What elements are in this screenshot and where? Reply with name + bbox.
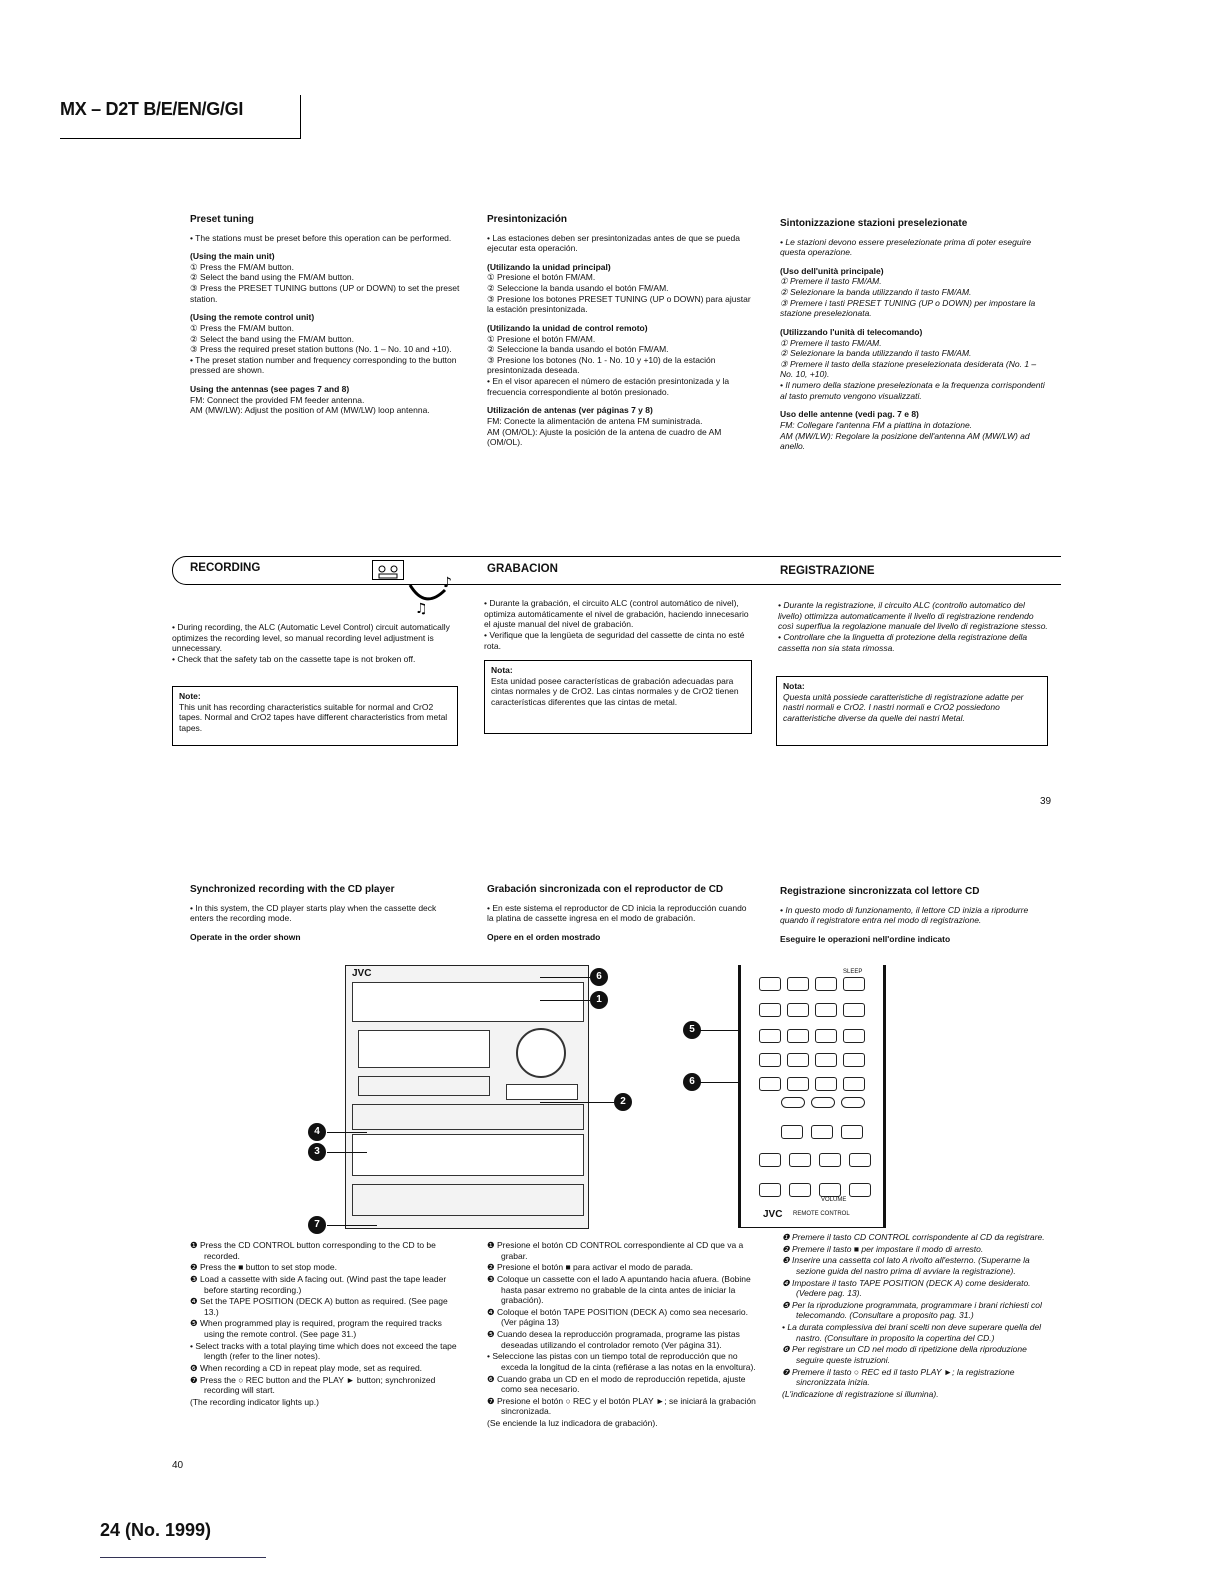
step: • La durata complessiva dei brani scelti non deve superare quella del nastro. (Consultare in proposito la copertina del CD.) [782, 1322, 1042, 1343]
remote-button [787, 977, 809, 991]
preset-title: Presintonización [487, 214, 568, 225]
leader-line [700, 1030, 740, 1031]
preset-title: Preset tuning [190, 214, 254, 225]
recording-it [778, 600, 1048, 653]
step: • Seleccione las pistas con un tiempo total de reproducción que no exceda la longitud de la cinta (refiérase a las notas en la envoltura). [487, 1351, 756, 1372]
step: ③ Presione los botones (No. 1 - No. 10 y +10) de la estación presintonizada deseada. [487, 354, 716, 376]
recording-bullet: • Durante la registrazione, il circuito ALC (controllo automatico del livello) ottimizza automaticamente il livello di registrazione rendendo così superflua la regolazione manuale del livello di registrazione stesso. [778, 600, 1048, 632]
recording-bullet: • Controllare che la linguetta di protezione della registrazione della cassetta non sia stata rimossa. [778, 631, 1028, 653]
display-window [358, 1030, 490, 1068]
repeat-button [759, 1077, 781, 1091]
remote-button [759, 977, 781, 991]
callout-2: 2 [614, 1093, 632, 1111]
antenna-am: AM (OM/OL): Ajuste la posición de la antena de cuadro de AM (OM/OL). [487, 426, 722, 448]
note-text: This unit has recording characteristics suitable for normal and CrO2 tapes. Normal and CrO2 tapes have different characteristics from metal tapes. [179, 701, 448, 733]
step: ❷ Press the ■ button to set stop mode. [190, 1262, 337, 1273]
step: ❹ Coloque el botón TAPE POSITION (DECK A) como sea necesario. (Ver página 13) [487, 1306, 749, 1328]
step: ③ Press the required preset station buttons (No. 1 – No. 10 and +10). [190, 344, 452, 355]
remote-unit-title: (Utilizzando l'unità di telecomando) [780, 326, 923, 337]
leader-line [327, 1132, 367, 1133]
antenna-title: Uso delle antenne (vedi pag. 7 e 8) [780, 409, 919, 420]
skip-forward-button [841, 1125, 863, 1139]
timer-button [789, 1153, 811, 1167]
sleep-button [843, 977, 865, 991]
sync-intro: • En este sistema el reproductor de CD inicia la reproducción cuando la platina de cassette ingresa en el modo de grabación. [487, 902, 747, 924]
recording-bullet: • Verifique que la lengüeta de seguridad del cassette de cinta no esté rota. [484, 629, 745, 651]
continue-button [843, 1077, 865, 1091]
antenna-title: Utilización de antenas (ver páginas 7 y 8) [487, 405, 653, 416]
model-header: MX – D2T B/E/EN/G/GI [60, 99, 244, 119]
steps-en [190, 1240, 462, 1408]
callout-7: 7 [308, 1216, 326, 1234]
header-underline [60, 138, 301, 139]
num-button-6 [787, 1029, 809, 1043]
recording-title-it: REGISTRAZIONE [780, 565, 875, 577]
sync-title: Synchronized recording with the CD player [190, 884, 395, 895]
step: ③ Presione los botones PRESET TUNING (UP o DOWN) para ajustar la estación presintonizada. [487, 293, 751, 315]
antenna-fm: FM: Connect the provided FM feeder antenna. [190, 394, 365, 405]
recording-note-it [776, 676, 1048, 746]
step: ② Select the band using the FM/AM button. [190, 333, 355, 344]
brand-logo: JVC [352, 968, 372, 979]
leader-line [327, 1152, 367, 1153]
step: (L'indicazione di registrazione si illumina). [782, 1388, 939, 1399]
sync-en [190, 884, 462, 942]
step: • The preset station number and frequency corresponding to the button pressed are shown. [190, 354, 457, 376]
step: ❷ Presione el botón ■ para activar el modo de parada. [487, 1262, 694, 1273]
step: ❶ Premere il tasto CD CONTROL corrispondente al CD da registrare. [782, 1232, 1045, 1242]
footer-rule [100, 1557, 266, 1558]
note-title: Nota: [491, 665, 513, 675]
header-divider [300, 95, 301, 139]
recording-en [172, 622, 460, 665]
step: (The recording indicator lights up.) [190, 1396, 319, 1407]
clock-button [759, 1153, 781, 1167]
step: • Select tracks with a total playing time which does not exceed the tape length (refer to the liner notes). [190, 1340, 457, 1362]
remote-brand: JVC [763, 1209, 783, 1220]
note-title: Nota: [783, 681, 805, 691]
function-buttons [358, 1076, 490, 1096]
tuning-buttons [506, 1084, 578, 1100]
step: ❹ Impostare il tasto TAPE POSITION (DECK A) come desiderato. (Vedere pag. 13). [782, 1277, 1031, 1299]
antenna-am: AM (MW/LW): Adjust the position of AM (MW/LW) loop antenna. [190, 405, 430, 416]
bass-button [789, 1183, 811, 1197]
preset-es [487, 214, 755, 448]
step: ③ Premere i tasti PRESET TUNING (UP o DOWN) per impostare la stazione preselezionata. [780, 297, 1036, 319]
sync-title: Grabación sincronizada con el reproductor de CD [487, 884, 724, 895]
volume-plus-button [849, 1183, 871, 1197]
footer-page: 24 (No. 1999) [100, 1520, 212, 1540]
random-button [815, 1077, 837, 1091]
stop-clear-button [811, 1125, 833, 1139]
preset-title: Sintonizzazione stazioni preselezionate [780, 218, 968, 229]
preset-intro: • Las estaciones deben ser presintonizadas antes de que se pueda ejecutar esta operación. [487, 232, 740, 254]
main-unit-figure [345, 965, 589, 1229]
step: ❺ Per la riproduzione programmata, programmare i brani richiesti col telecomando. (Consultare a proposito pag. 31.) [782, 1299, 1042, 1321]
step: ❼ Premere il tasto ○ REC ed il tasto PLAY ►; la registrazione sincronizzata inizia. [782, 1366, 1015, 1388]
sync-intro: • In questo modo di funzionamento, il lettore CD inizia a riprodurre quando il registratore entra nel modo di registrazione. [780, 904, 1029, 926]
order-label: Eseguire le operazioni nell'ordine indicato [780, 933, 951, 944]
step: ❺ Cuando desea la reproducción programada, programe las pistas deseadas utilizando el controlador remoto (Ver página 31). [487, 1329, 740, 1350]
page-number-40: 40 [172, 1460, 184, 1471]
callout-4: 4 [308, 1123, 326, 1141]
num-button-1 [759, 1003, 781, 1017]
step: ❸ Inserire una cassetta col lato A rivolto all'esterno. (Superarne la sezione guida del nastro prima di avviare la registrazione). [782, 1255, 1030, 1276]
recording-note-es [484, 660, 752, 734]
num-button-4 [843, 1003, 865, 1017]
cd-changer-panel [352, 982, 584, 1022]
svg-text:♪: ♪ [443, 575, 452, 591]
deck-buttons [352, 1184, 584, 1216]
remote-model: REMOTE CONTROL [793, 1211, 850, 1217]
num-button-9 [759, 1053, 781, 1067]
num-button-7 [815, 1029, 837, 1043]
remote-unit-title: (Using the remote control unit) [190, 312, 315, 323]
leader-line [540, 1000, 590, 1001]
main-unit-title: (Utilizando la unidad principal) [487, 261, 611, 272]
cd-button [841, 1097, 865, 1108]
program-button [787, 1077, 809, 1091]
callout-3: 3 [308, 1143, 326, 1161]
num-button-10 [787, 1053, 809, 1067]
step: ③ Premere il tasto della stazione preselezionata desiderata (No. 1 – No. 10, +10). [780, 358, 1037, 380]
note-text: Questa unità possiede caratteristiche di registrazione adatte per nastri normali e CrO2. I nastri normali e CrO2 possiedono caratteristiche diverse da quelle dei nastri Metal. [783, 691, 1024, 723]
steps-es [487, 1240, 757, 1430]
step: (Se enciende la luz indicadora de grabación). [487, 1418, 658, 1428]
sound-button [759, 1183, 781, 1197]
callout-1: 1 [590, 991, 608, 1009]
skip-back-button [781, 1125, 803, 1139]
step: ❼ Press the ○ REC button and the PLAY ► button; synchronized recording will start. [190, 1374, 436, 1396]
step: ❶ Presione el botón CD CONTROL correspondiente al CD que va a grabar. [487, 1240, 744, 1261]
preset-intro: • Le stazioni devono essere preselezionate prima di poter eseguire questa operazione. [780, 236, 1032, 258]
step: ① Presione el botón FM/AM. [487, 333, 596, 344]
preset-it [780, 218, 1050, 452]
step: ① Premere il tasto FM/AM. [780, 337, 882, 348]
num-button-8 [843, 1029, 865, 1043]
note-title: Note: [179, 691, 201, 701]
step: ❻ When recording a CD in repeat play mode, set as required. [190, 1362, 423, 1373]
main-unit-title: (Using the main unit) [190, 251, 275, 262]
recording-es [484, 598, 754, 651]
step: ❺ When programmed play is required, program the required tracks using the remote control. (See page 31.) [190, 1318, 442, 1339]
sleep-label: SLEEP [843, 969, 863, 975]
step: ❶ Press the CD CONTROL button corresponding to the CD to be recorded. [190, 1240, 436, 1261]
step: ② Seleccione la banda usando el botón FM/AM. [487, 344, 669, 355]
step: ② Selezionare la banda utilizzando il tasto FM/AM. [780, 287, 972, 297]
step: ❸ Coloque un cassette con el lado A apuntando hacia afuera. (Bobine hasta pasar extremo no grabable de la cinta antes de iniciar la grabación). [487, 1273, 751, 1306]
recording-title-es: GRABACION [487, 563, 558, 575]
remote-button [815, 977, 837, 991]
sync-intro: • In this system, the CD player starts play when the cassette deck enters the recording mode. [190, 902, 437, 924]
num-button-5 [759, 1029, 781, 1043]
volume-knob [516, 1028, 566, 1078]
step: • En el visor aparecen el número de estación presintonizada y la frecuencia correspondiente al botón presionado. [487, 376, 730, 397]
step: ③ Press the PRESET TUNING buttons (UP or DOWN) to set the preset station. [190, 283, 460, 304]
aux-button [781, 1097, 805, 1108]
step: ① Press the FM/AM button. [190, 322, 294, 333]
step: ❸ Load a cassette with side A facing out. (Wind past the tape leader before starting recording.) [190, 1273, 447, 1295]
leader-line [540, 977, 590, 978]
num-button-plus10 [815, 1053, 837, 1067]
stereo-button [819, 1153, 841, 1167]
recording-section-bar [172, 556, 1061, 585]
cassette-icon [372, 560, 404, 580]
remote-control-figure [738, 965, 886, 1228]
recording-title: RECORDING [190, 562, 261, 574]
leader-line [540, 1102, 614, 1103]
order-label: Opere en el orden mostrado [487, 931, 601, 942]
num-button-2 [787, 1003, 809, 1017]
preset-en [190, 214, 460, 416]
page-number-39: 39 [1040, 796, 1052, 807]
antenna-title: Using the antennas (see pages 7 and 8) [190, 384, 350, 394]
callout-5: 5 [683, 1021, 701, 1039]
main-unit-title: (Uso dell'unità principale) [780, 265, 884, 276]
sync-it [780, 886, 1050, 944]
leader-line [700, 1082, 740, 1083]
recording-note-en [172, 686, 458, 746]
step: • Il numero della stazione preselezionata e la frequenza corrispondenti al tasto premuto vengono visualizzati. [780, 380, 1045, 401]
note-text: Esta unidad posee características de grabación adecuadas para cintas normales y de CrO2. Las cintas normales y de CrO2 tienen características diferentes que las cintas de metal. [491, 675, 739, 707]
order-label: Operate in the order shown [190, 931, 301, 942]
control-row [352, 1104, 584, 1130]
preset-intro: • The stations must be preset before this operation can be performed. [190, 232, 452, 243]
step: ① Press the FM/AM button. [190, 261, 294, 272]
fmam-button [811, 1097, 835, 1108]
antenna-fm: FM: Conecte la alimentación de antena FM suministrada. [487, 415, 703, 426]
step: ② Selezionare la banda utilizzando il tasto FM/AM. [780, 348, 972, 359]
callout-6: 6 [683, 1073, 701, 1091]
volume-label: VOLUME [821, 1197, 847, 1203]
music-note-icon [405, 575, 455, 615]
cassette-decks [352, 1134, 584, 1176]
display-button [849, 1153, 871, 1167]
svg-text:♫: ♫ [415, 601, 428, 615]
step: ❹ Set the TAPE POSITION (DECK A) button as required. (See page 13.) [190, 1296, 448, 1317]
step: ② Seleccione la banda usando el botón FM/AM. [487, 283, 669, 293]
num-button-3 [815, 1003, 837, 1017]
volume-minus-button [819, 1183, 841, 1197]
remote-unit-title: (Utilizando la unidad de control remoto) [487, 322, 648, 333]
recording-bullet: • Durante la grabación, el circuito ALC (control automático de nivel), optimiza automáticamente el nivel de grabación, haciendo innecesario el ajuste manual del nivel de grabación. [484, 598, 749, 630]
step: ❻ Cuando graba un CD en el modo de reproducción repetida, ajuste como sea necesario. [487, 1373, 746, 1395]
step: ❷ Premere il tasto ■ per impostare il modo di arresto. [782, 1243, 984, 1254]
callout-6: 6 [590, 968, 608, 986]
steps-it [782, 1232, 1052, 1400]
step: ❼ Presione el botón ○ REC y el botón PLAY ►; se iniciará la grabación sincronizada. [487, 1395, 756, 1417]
sync-es [487, 884, 755, 942]
preset-button [843, 1053, 865, 1067]
antenna-fm: FM: Collegare l'antenna FM a piattina in dotazione. [780, 419, 973, 430]
recording-bullet: • During recording, the ALC (Automatic Level Control) circuit automatically optimizes the recording level, so manual recording level adjustment is unnecessary. [172, 622, 450, 654]
step: ① Premere il tasto FM/AM. [780, 276, 882, 287]
step: ② Select the band using the FM/AM button. [190, 272, 355, 283]
sync-title: Registrazione sincronizzata col lettore CD [780, 886, 980, 897]
step: ❻ Per registrare un CD nel modo di ripetizione della riproduzione seguire queste istruzioni. [782, 1344, 1027, 1365]
recording-bullet: • Check that the safety tab on the cassette tape is not broken off. [172, 653, 416, 664]
step: ① Presione el botón FM/AM. [487, 272, 596, 283]
antenna-am: AM (MW/LW): Regolare la posizione dell'antenna AM (MW/LW) ad anello. [780, 430, 1030, 452]
leader-line [327, 1225, 377, 1226]
